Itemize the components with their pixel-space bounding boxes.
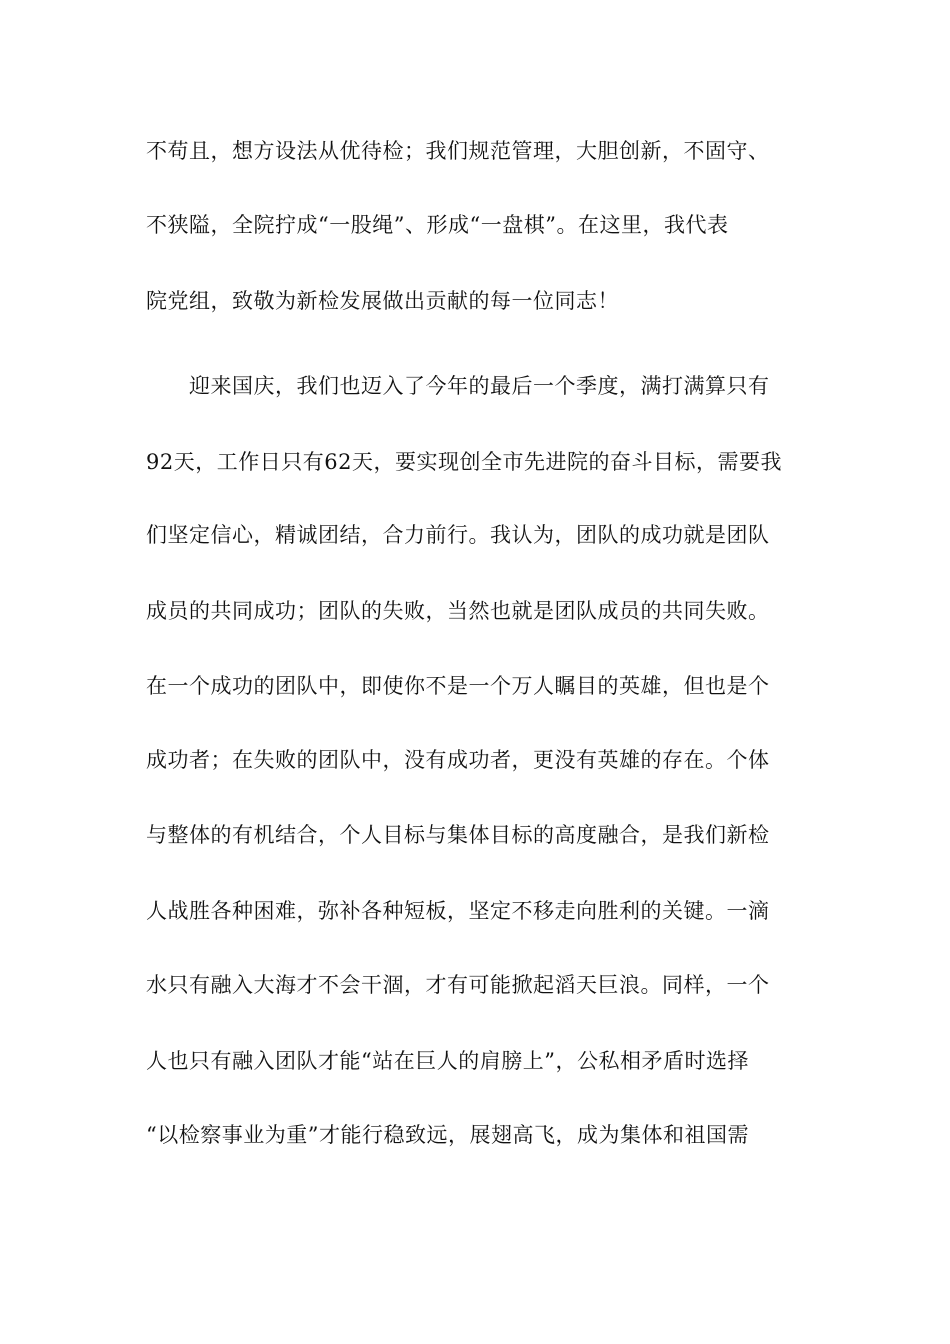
text-line: 不狭隘，全院拧成“一股绳”、形成“一盘棋”。在这里，我代表 (146, 213, 729, 237)
text-line: 们坚定信心，精诚团结，合力前行。我认为，团队的成功就是团队 (146, 523, 770, 547)
text-line: 92天，工作日只有62天，要实现创全市先进院的奋斗目标，需要我 (146, 450, 782, 474)
text-line: 不苟且，想方设法从优待检；我们规范管理，大胆创新，不固守、 (146, 139, 770, 163)
paragraph-first-line: 迎来国庆，我们也迈入了今年的最后一个季度，满打满算只有 (189, 374, 770, 398)
text-line: 成员的共同成功；团队的失败，当然也就是团队成员的共同失败。 (146, 599, 770, 623)
text-line: 在一个成功的团队中，即使你不是一个万人瞩目的英雄，但也是个 (146, 674, 770, 698)
text-line: 人战胜各种困难，弥补各种短板，坚定不移走向胜利的关键。一滴 (146, 899, 770, 923)
text-line: 与整体的有机结合，个人目标与集体目标的高度融合，是我们新检 (146, 823, 770, 847)
text-line: “以检察事业为重”才能行稳致远，展翅高飞，成为集体和祖国需 (146, 1123, 749, 1147)
text-line: 水只有融入大海才不会干涸，才有可能掀起滔天巨浪。同样，一个 (146, 973, 770, 997)
text-line: 院党组，致敬为新检发展做出贡献的每一位同志！ (146, 289, 619, 313)
text-line: 人也只有融入团队才能“站在巨人的肩膀上”，公私相矛盾时选择 (146, 1049, 749, 1073)
text-line: 成功者；在失败的团队中，没有成功者，更没有英雄的存在。个体 (146, 748, 770, 772)
